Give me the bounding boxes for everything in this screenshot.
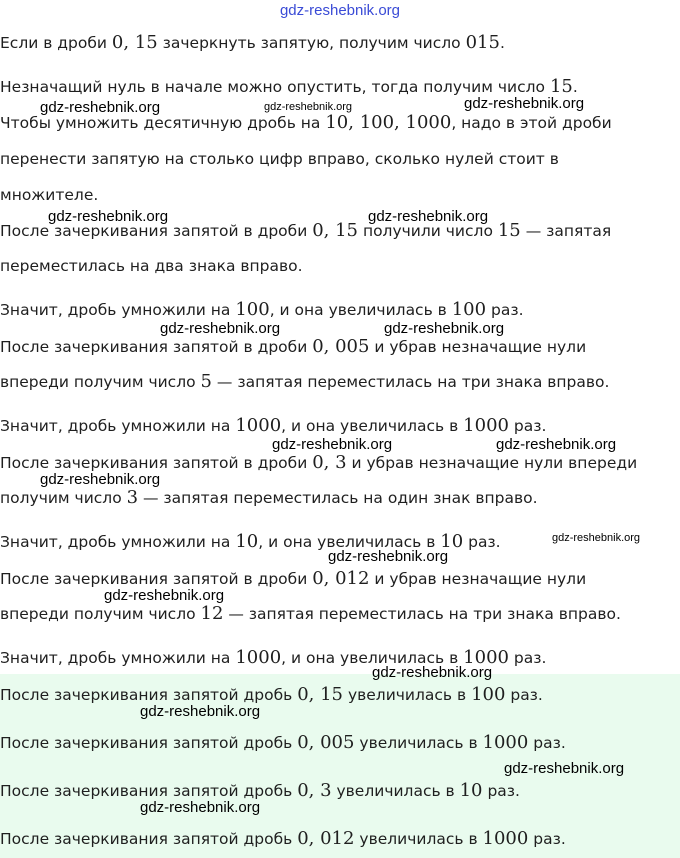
math-value: 1000 (482, 732, 529, 753)
watermark: gdz-reshebnik.org (264, 101, 353, 113)
math-value: 3 (126, 487, 139, 508)
math-value: 1000 (463, 647, 509, 668)
text-line: впереди получим число 12 — запятая переместилась на три знака вправо. (0, 603, 621, 624)
text-line: Чтобы умножить десятичную дробь на 10, 100, 1000, надо в этой дроби (0, 112, 612, 133)
text-line: После зачеркивания запятой в дроби 0, 15 получили число 15 — запятая (0, 220, 612, 241)
watermark: gdz-reshebnik.org (496, 436, 617, 453)
math-value: 10, 100, 1000 (325, 112, 452, 133)
math-value: 1000 (235, 415, 282, 436)
watermark: gdz-reshebnik.org (40, 99, 161, 116)
math-value: 1000 (463, 415, 509, 436)
math-value: 1000 (482, 828, 529, 849)
math-value: 0, 005 (312, 336, 370, 357)
text-line: переместилась на два знака вправо. (0, 257, 303, 275)
watermark: gdz-reshebnik.org (48, 208, 169, 225)
math-value: 0, 005 (297, 732, 355, 753)
watermark: gdz-reshebnik.org (160, 320, 281, 337)
math-value: 5 (200, 371, 212, 392)
summary-line: После зачеркивания запятой дробь 0, 012 увеличилась в 1000 раз. (0, 828, 566, 849)
watermark: gdz-reshebnik.org (368, 208, 489, 225)
math-value: 0, 15 (111, 32, 158, 53)
watermark: gdz-reshebnik.org (504, 760, 625, 777)
watermark: gdz-reshebnik.org (328, 548, 449, 565)
text-line: Значит, дробь умножили на 1000, и она увеличилась в 1000 раз. (0, 647, 547, 668)
summary-line: После зачеркивания запятой дробь 0, 005 увеличилась в 1000 раз. (0, 732, 566, 753)
text-line: Значит, дробь умножили на 100, и она увеличилась в 100 раз. (0, 299, 524, 320)
watermark: gdz-reshebnik.org (140, 799, 261, 816)
text-line: После зачеркивания запятой в дроби 0, 012 и убрав незначащие нули (0, 568, 587, 589)
text-line: впереди получим число 5 — запятая переместилась на три знака вправо. (0, 371, 610, 392)
math-value: 0, 15 (312, 220, 359, 241)
text-line: После зачеркивания запятой в дроби 0, 3 и убрав незначащие нули впереди (0, 452, 638, 473)
watermark: gdz-reshebnik.org (40, 471, 161, 488)
math-value: 0, 15 (297, 684, 344, 705)
site-header[interactable]: gdz-reshebnik.org (279, 2, 401, 19)
math-value: 015 (465, 32, 500, 53)
text-line: получим число 3 — запятая переместилась на один знак вправо. (0, 487, 538, 508)
text-line: Значит, дробь умножили на 1000, и она увеличилась в 1000 раз. (0, 415, 547, 436)
text-line: множителе. (0, 186, 99, 204)
math-value: 10 (440, 531, 464, 552)
watermark: gdz-reshebnik.org (104, 587, 225, 604)
text-line: После зачеркивания запятой в дроби 0, 005 и убрав незначащие нули (0, 336, 587, 357)
watermark: gdz-reshebnik.org (384, 320, 505, 337)
math-value: 0, 012 (312, 568, 370, 589)
summary-line: После зачеркивания запятой дробь 0, 3 увеличилась в 10 раз. (0, 780, 520, 801)
math-value: 10 (235, 531, 259, 552)
math-value: 0, 012 (297, 828, 355, 849)
math-value: 100 (451, 299, 487, 320)
math-value: 100 (235, 299, 270, 320)
text-line: Значит, дробь умножили на 10, и она увеличилась в 10 раз. (0, 531, 501, 552)
watermark: gdz-reshebnik.org (272, 436, 393, 453)
text-line: перенести запятую на столько цифр вправо, сколько нулей стоит в (0, 150, 559, 168)
math-value: 10 (459, 780, 483, 801)
math-value: 15 (549, 76, 573, 97)
watermark: gdz-reshebnik.org (140, 703, 261, 720)
math-value: 0, 3 (297, 780, 332, 801)
watermark: gdz-reshebnik.org (552, 532, 641, 544)
watermark: gdz-reshebnik.org (464, 95, 585, 112)
math-value: 0, 3 (312, 452, 347, 473)
math-value: 100 (471, 684, 506, 705)
math-value: 1000 (235, 647, 282, 668)
summary-line: После зачеркивания запятой дробь 0, 15 увеличилась в 100 раз. (0, 684, 543, 705)
text-line: Если в дроби 0, 15 зачеркнуть запятую, получим число 015. (0, 32, 505, 53)
math-value: 15 (497, 220, 521, 241)
text-line: Незначащий нуль в начале можно опустить, тогда получим число 15. (0, 76, 578, 97)
math-value: 12 (200, 603, 224, 624)
watermark: gdz-reshebnik.org (372, 664, 493, 681)
